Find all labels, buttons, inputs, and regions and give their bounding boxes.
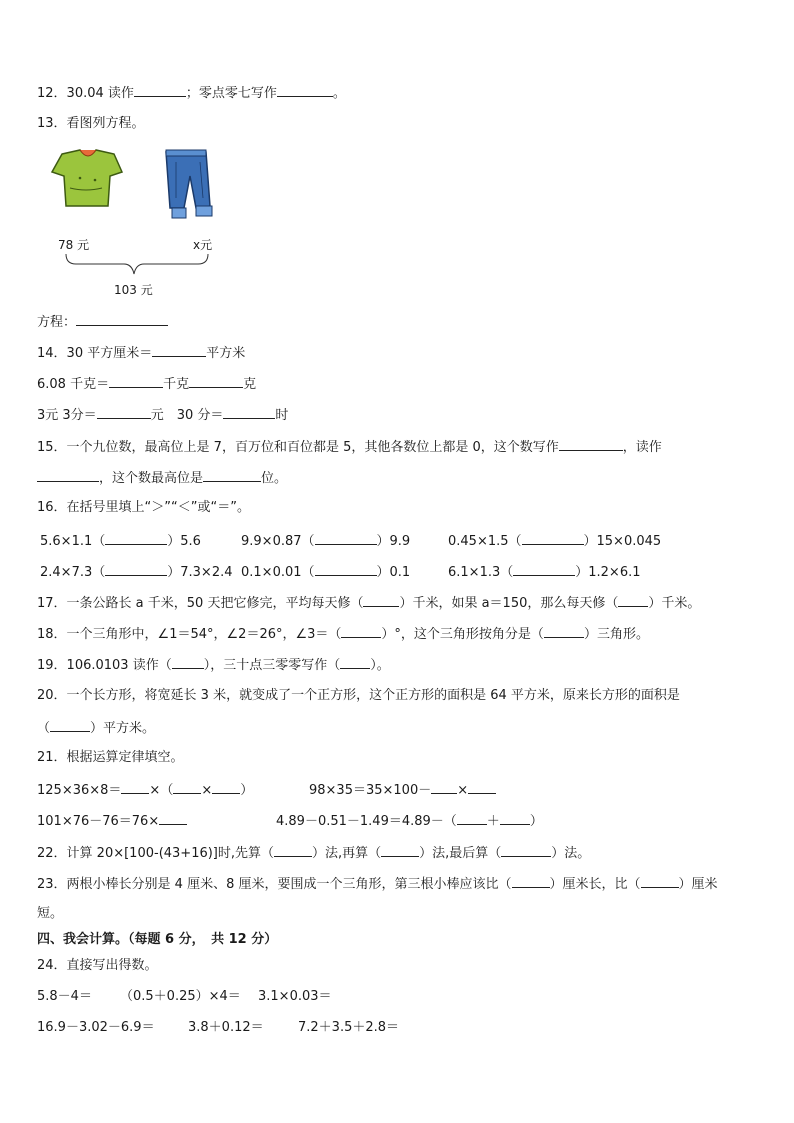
- pants-image: [166, 150, 212, 218]
- question-21: 21．根据运算定律填空。: [37, 750, 184, 765]
- calc-item: 7.2＋3.5＋2.8＝: [298, 1020, 400, 1035]
- calc-item: 16.9－3.02－6.9＝: [37, 1020, 155, 1035]
- answer-blank[interactable]: [501, 844, 551, 857]
- answer-blank[interactable]: [105, 532, 167, 545]
- answer-blank[interactable]: [37, 469, 99, 482]
- answer-blank[interactable]: [173, 781, 201, 794]
- law-expression: 4.89－0.51－1.49＝4.89－（ ＋ ）: [276, 814, 543, 829]
- question-15-line-2: ，这个数最高位是 位。: [37, 469, 287, 487]
- question-23-line-2: 短。: [37, 906, 64, 921]
- answer-blank[interactable]: [274, 844, 312, 857]
- answer-blank[interactable]: [315, 563, 377, 576]
- question-23-line-1: 23．两根小棒长分别是 4 厘米、8 厘米，要围成一个三角形，第三根小棒应该比（ ）厘米长，比（ ）厘米: [37, 877, 718, 892]
- pants-price-label: x元: [193, 238, 213, 252]
- answer-blank[interactable]: [223, 406, 275, 419]
- law-expression: 101×76－76＝76×: [37, 812, 187, 830]
- question-24: 24．直接写出得数。: [37, 958, 158, 973]
- law-expression: 98×35＝35×100－ ×: [309, 781, 496, 799]
- compare-item: 6.1×1.3（ ）1.2×6.1: [448, 565, 641, 580]
- clothing-figure: [40, 148, 230, 298]
- answer-blank[interactable]: [134, 84, 186, 97]
- compare-item: 5.6×1.1（ ）5.6: [40, 534, 201, 549]
- question-20-line-1: 20．一个长方形，将宽延长 3 米，就变成了一个正方形，这个正方形的面积是 64 平方米，原来长方形的面积是: [37, 688, 680, 703]
- calc-item: 3.1×0.03＝: [258, 989, 332, 1004]
- answer-blank[interactable]: [641, 875, 679, 888]
- question-14-line-2: 6.08 千克＝ 千克 克: [37, 377, 257, 392]
- shirt-and-pants-illustration: [40, 148, 230, 248]
- question-22: 22．计算 20×[100-(43+16)]时,先算（ ）法,再算（ ）法,最后算（ ）法。: [37, 846, 591, 861]
- answer-blank[interactable]: [172, 656, 204, 669]
- calc-item: 3.8＋0.12＝: [188, 1020, 264, 1035]
- answer-blank[interactable]: [513, 563, 575, 576]
- question-14-line-3: 3元 3分＝ 元 30 分＝ 时: [37, 408, 289, 423]
- answer-blank[interactable]: [522, 532, 584, 545]
- calc-item: （0.5＋0.25）×4＝: [120, 989, 241, 1004]
- answer-blank[interactable]: [341, 625, 381, 638]
- shirt-price-label: 78 元: [58, 238, 90, 252]
- question-13: 13．看图列方程。: [37, 116, 145, 131]
- question-18: 18．一个三角形中，∠1＝54°，∠2＝26°，∠3＝（ ）°，这个三角形按角分是（ ）三角形。: [37, 627, 649, 642]
- compare-item: 2.4×7.3（ ）7.3×2.4: [40, 565, 233, 580]
- question-20-line-2: （ ）平方米。: [37, 721, 156, 736]
- answer-blank[interactable]: [315, 532, 377, 545]
- answer-blank[interactable]: [212, 781, 240, 794]
- answer-blank[interactable]: [363, 594, 399, 607]
- answer-blank[interactable]: [152, 344, 206, 357]
- answer-blank[interactable]: [105, 563, 167, 576]
- answer-blank[interactable]: [512, 875, 550, 888]
- answer-blank[interactable]: [189, 375, 243, 388]
- answer-blank[interactable]: [277, 84, 333, 97]
- answer-blank[interactable]: [203, 469, 261, 482]
- question-12: 12．30.04 读作 ；零点零七写作 。: [37, 86, 346, 101]
- compare-item: 9.9×0.87（ ）9.9: [241, 534, 411, 549]
- equation-line: 方程：: [37, 313, 168, 331]
- calc-item: 5.8－4＝: [37, 989, 92, 1004]
- answer-blank[interactable]: [381, 844, 419, 857]
- answer-blank[interactable]: [121, 781, 149, 794]
- question-15-line-1: 15．一个九位数，最高位上是 7，百万位和百位都是 5，其他各数位上都是 0，这个数写作 ，读作: [37, 440, 662, 455]
- answer-blank[interactable]: [340, 656, 370, 669]
- answer-blank[interactable]: [468, 781, 496, 794]
- question-14-line-1: 14．30 平方厘米＝ 平方米: [37, 346, 246, 361]
- compare-item: 0.45×1.5（ ）15×0.045: [448, 534, 662, 549]
- answer-blank[interactable]: [431, 781, 457, 794]
- law-expression: 125×36×8＝ ×（ × ）: [37, 783, 254, 798]
- answer-blank[interactable]: [50, 719, 90, 732]
- question-17: 17．一条公路长 a 千米，50 天把它修完，平均每天修（ ）千米，如果 a＝150，那么每天修（ ）千米。: [37, 596, 701, 611]
- answer-blank[interactable]: [618, 594, 648, 607]
- answer-blank[interactable]: [500, 812, 530, 825]
- section-4-heading: 四、我会计算。（每题 6 分， 共 12 分）: [37, 932, 278, 947]
- question-16: 16．在括号里填上“＞”“＜”或“＝”。: [37, 500, 250, 515]
- answer-blank[interactable]: [457, 812, 487, 825]
- question-19: 19．106.0103 读作（ ），三十点三零零写作（ ）。: [37, 658, 390, 673]
- answer-blank[interactable]: [159, 812, 187, 825]
- answer-blank[interactable]: [76, 313, 168, 326]
- answer-blank[interactable]: [109, 375, 163, 388]
- answer-blank[interactable]: [559, 438, 623, 451]
- t-shirt-image: [52, 150, 122, 206]
- answer-blank[interactable]: [544, 625, 584, 638]
- compare-item: 0.1×0.01（ ）0.1: [241, 565, 411, 580]
- answer-blank[interactable]: [97, 406, 151, 419]
- total-price-label: 103 元: [114, 283, 153, 297]
